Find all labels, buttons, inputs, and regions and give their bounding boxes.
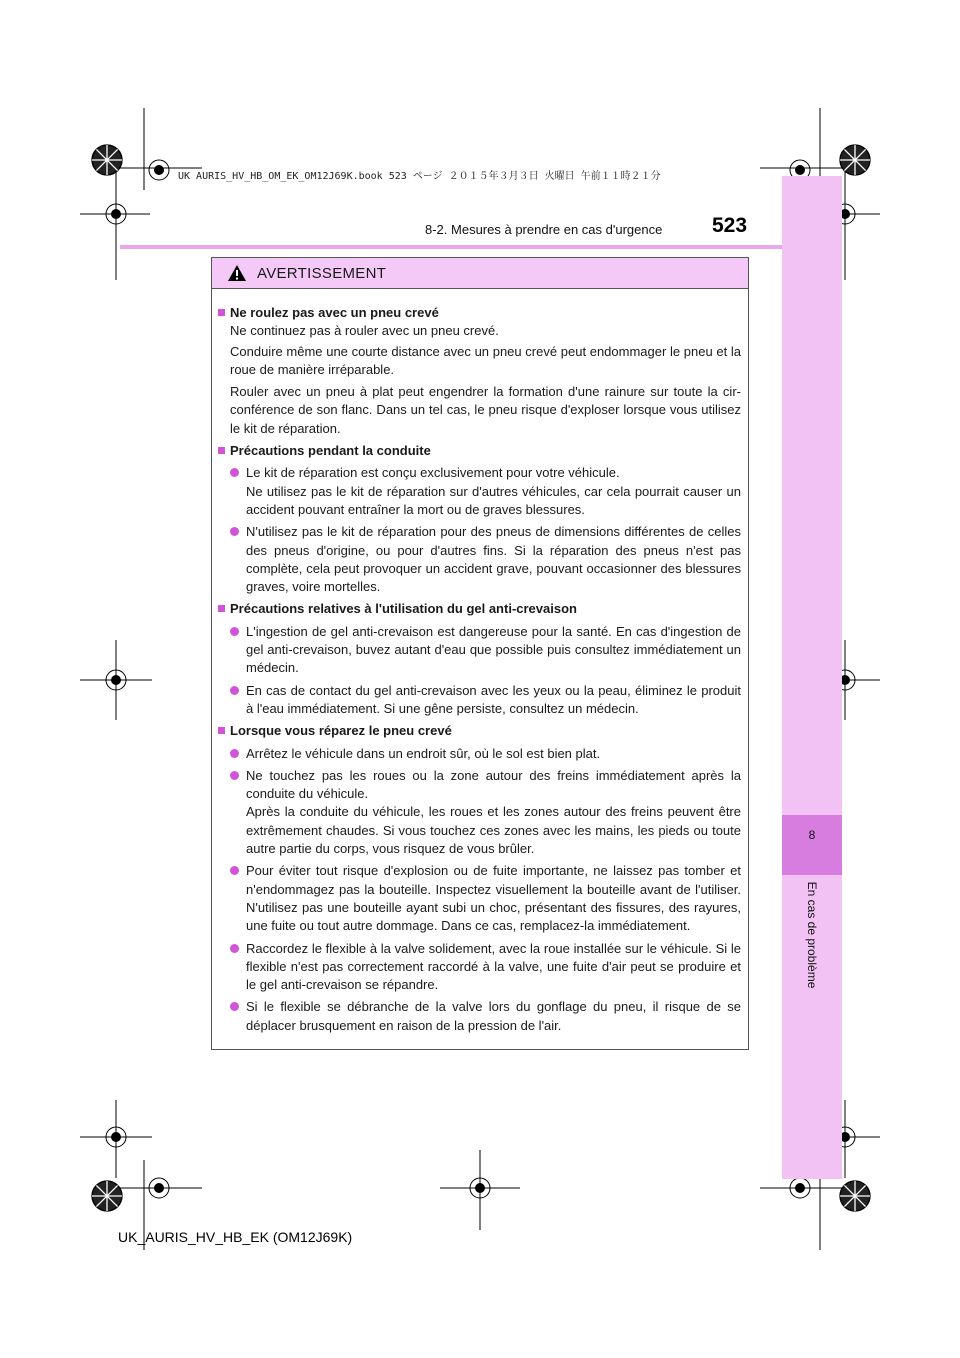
bullet-item (218, 862, 741, 935)
bullet-text: En cas de contact du gel anti-crevaison avec les yeux ou la peau, éliminez le produit à l'eau immédiatement. Si une gêne persiste, consultez un médecin. (246, 682, 741, 716)
warning-section-heading (218, 442, 741, 460)
bullet-text: L'ingestion de gel anti-crevaison est dangereuse pour la santé. En cas d'ingestion de gel anti-crevaison, buvez autant d'eau que possible puis consultez immédiatement un médecin. (246, 623, 741, 676)
bullet-item (218, 682, 741, 719)
square-bullet-icon (218, 605, 225, 612)
chapter-number: 8 (808, 828, 816, 842)
warning-body (212, 289, 748, 1035)
section-heading-text: Lorsque vous réparez le pneu crevé (230, 723, 452, 739)
warning-section-heading (218, 304, 741, 322)
bullet-item (218, 523, 741, 596)
bullet-item (218, 998, 741, 1035)
square-bullet-icon (218, 727, 225, 734)
paragraph: Rouler avec un pneu à plat peut engendrer la formation d'une rainure sur toute la circonférence de son flanc. Dans un tel cas, le pneu risque d'exploser lorsque vous utilisez le kit de réparation. (230, 384, 741, 436)
round-bullet-icon (230, 686, 239, 695)
warning-section-heading (218, 722, 741, 740)
section-title: 8-2. Mesures à prendre en cas d'urgence (425, 222, 663, 237)
section-heading-text: Précautions pendant la conduite (230, 443, 431, 459)
bullet-item (218, 464, 741, 519)
footer-code: UK_AURIS_HV_HB_EK (OM12J69K) (118, 1229, 353, 1245)
round-bullet-icon (230, 771, 239, 780)
warning-title: AVERTISSEMENT (257, 264, 387, 282)
page-number: 523 (712, 214, 748, 237)
bullet-text: N'utilisez pas le kit de réparation pour des pneus de dimensions différentes de celles des pneus d'origine, ou pour d'autres fins. Si la réparation des pneus n'est pas complète, cela peut provoquer un accident grave, pouvant occasionner des blessures graves, voire mortelles. (246, 524, 741, 595)
bullet-item (218, 745, 741, 763)
bullet-item (218, 623, 741, 678)
round-bullet-icon (230, 527, 239, 536)
chapter-tab-highlight (782, 815, 842, 875)
bullet-item (218, 767, 741, 858)
warning-triangle-icon (227, 264, 247, 282)
round-bullet-icon (230, 1002, 239, 1011)
header-rule (120, 245, 782, 249)
bullet-text: Arrêtez le véhicule dans un endroit sûr, où le sol est bien plat. (246, 745, 601, 761)
round-bullet-icon (230, 944, 239, 953)
square-bullet-icon (218, 309, 225, 316)
bullet-text: Pour éviter tout risque d'explosion ou de fuite importante, ne laissez pas tomber et n'endommagez pas la bouteille. Inspectez visuellement la bouteille avant de l'utiliser. N'utilisez pas une bouteille ayant subi un choc, présentant des fissures, des rayures, une fuite ou tout autre dommage. Dans ce cas, remplacez-la immédiatement. (246, 863, 741, 934)
paragraph: Conduire même une courte distance avec un pneu crevé peut endommager le pneu et la roue de manière irréparable. (230, 343, 741, 377)
chapter-side-tab (782, 176, 842, 1179)
warning-section-heading (218, 600, 741, 618)
print-header: UK AURIS_HV_HB_OM_EK_OM12J69K.book 523 ページ ２０１５年３月３日 火曜日 午前１１時２１分 (178, 171, 661, 182)
bullet-text: Le kit de réparation est conçu exclusivement pour votre véhicule. Ne utilisez pas le kit de réparation sur d'autres véhicules, car cela pourrait causer un accident pouvant entraîner la mort ou de graves blessures. (246, 465, 741, 517)
bullet-text: Si le flexible se débranche de la valve lors du gonflage du pneu, il risque de se déplacer brusquement en raison de la pression de l'air. (246, 999, 741, 1033)
round-bullet-icon (230, 749, 239, 758)
chapter-label: En cas de problème (805, 881, 819, 989)
section-heading-text: Ne roulez pas avec un pneu crevé (230, 305, 439, 320)
bullet-text: Ne touchez pas les roues ou la zone autour des freins immédiatement après la conduite du véhicule. Après la conduite du véhicule, les roues et les zones autour des freins peuvent être extrêmement chaudes. Si vous touchez ces zones avec les mains, les pieds ou toute autre partie du corps, vous risquez de vous brûler. (246, 767, 741, 857)
round-bullet-icon (230, 866, 239, 875)
bullet-item (218, 940, 741, 995)
warning-box (211, 257, 749, 1050)
round-bullet-icon (230, 627, 239, 636)
section-heading-text: Précautions relatives à l'utilisation du gel anti-crevaison (230, 601, 577, 617)
round-bullet-icon (230, 468, 239, 477)
square-bullet-icon (218, 447, 225, 454)
bullet-text: Raccordez le flexible à la valve solidement, avec la roue installée sur le véhicule. Si le flexible n'est pas correctement raccordé à la valve, une fuite d'air peut se produire et le gel anti-crevaison se répandre. (246, 940, 741, 993)
paragraph: Ne continuez pas à rouler avec un pneu crevé. (230, 323, 499, 339)
warning-header (212, 258, 748, 289)
